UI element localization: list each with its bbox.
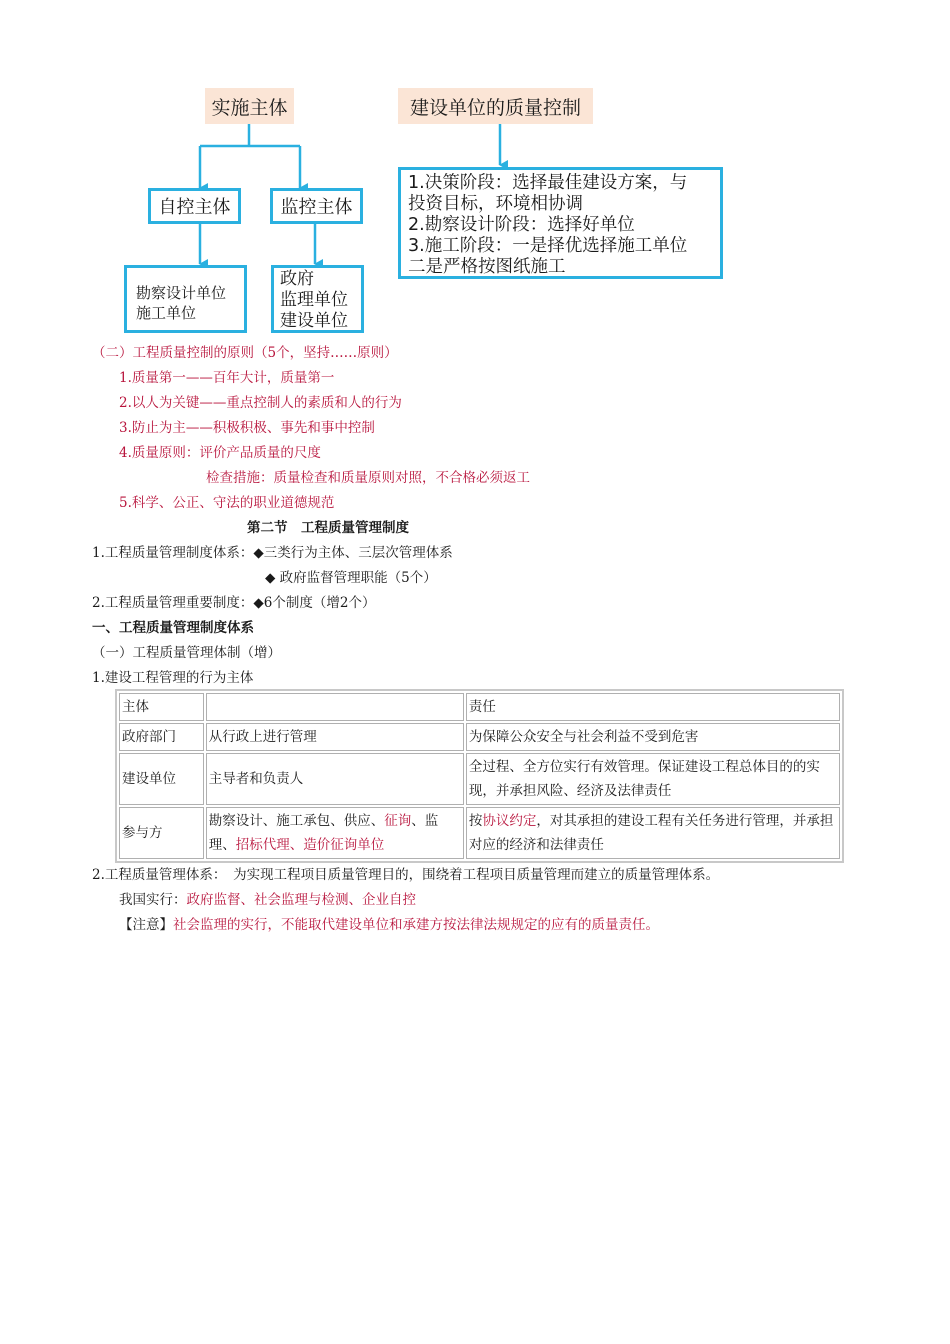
principles-heading: （二）工程质量控制的原则（5个，坚持……原则） xyxy=(92,345,398,361)
row-subject: 建设单位 xyxy=(119,753,204,805)
role-highlight: 招标代理、造价征询单位 xyxy=(235,837,385,853)
stage-line-5: 二是严格按图纸施工 xyxy=(408,257,566,277)
unit-supervisor: 监理单位 xyxy=(280,290,348,310)
self-control-units xyxy=(124,265,247,333)
quality-control-diagram xyxy=(0,0,950,340)
builder-stages-box xyxy=(398,167,723,279)
root-implementation-subject: 实施主体 xyxy=(205,88,294,124)
role-text: 勘察设计、施工承包、供应、 xyxy=(208,813,385,829)
role-text: 、监理、 xyxy=(208,813,439,853)
responsibility-table xyxy=(115,689,844,863)
implementation-line xyxy=(119,891,416,909)
table-row xyxy=(119,753,840,805)
principle-5: 5.科学、公正、守法的职业道德规范 xyxy=(119,495,335,511)
note-label: 【注意】 xyxy=(119,917,173,933)
header-subject: 主体 xyxy=(119,693,204,721)
table-row xyxy=(119,723,840,751)
subheading-actors: 1.建设工程管理的行为主体 xyxy=(92,670,254,686)
header-role xyxy=(206,693,464,721)
row-role xyxy=(206,807,464,859)
header-duty: 责任 xyxy=(466,693,840,721)
stage-line-2: 投资目标，环境相协调 xyxy=(408,194,583,214)
section-title: 第二节 工程质量管理制度 xyxy=(247,520,409,536)
subheading-mechanism: （一）工程质量管理体制（增） xyxy=(92,645,281,661)
principle-3: 3.防止为主——积极积极、事先和事中控制 xyxy=(119,420,375,436)
self-control-subject: 自控主体 xyxy=(148,188,241,224)
table-row xyxy=(119,807,840,859)
unit-government: 政府 xyxy=(280,269,314,289)
unit-builder: 建设单位 xyxy=(280,311,348,331)
duty-text: 按 xyxy=(468,813,483,829)
row-role: 主导者和负责人 xyxy=(206,753,464,805)
quality-system-definition: 2.工程质量管理体系： 为实现工程项目质量管理目的，围绕着工程项目质量管理而建立的质量管理体系。 xyxy=(92,867,720,883)
row-subject: 政府部门 xyxy=(119,723,204,751)
row-role: 从行政上进行管理 xyxy=(206,723,464,751)
note-line xyxy=(119,916,659,934)
system-line-2: 2.工程质量管理重要制度：◆6个制度（增2个） xyxy=(92,595,376,611)
principle-1: 1.质量第一——百年大计，质量第一 xyxy=(119,370,335,386)
row-duty: 全过程、全方位实行有效管理。保证建设工程总体目的的实现，并承担风险、经济及法律责任 xyxy=(466,753,840,805)
system-line-1b: ◆ 政府监督管理职能（5个） xyxy=(265,570,437,586)
row-duty: 为保障公众安全与社会利益不受到危害 xyxy=(466,723,840,751)
impl-value: 政府监督、社会监理与检测、企业自控 xyxy=(186,892,416,908)
supervision-units xyxy=(271,265,364,333)
table-header-row xyxy=(119,693,840,721)
builder-quality-control-title: 建设单位的质量控制 xyxy=(398,88,593,124)
supervision-subject: 监控主体 xyxy=(270,188,363,224)
stage-line-1: 1.决策阶段：选择最佳建设方案，与 xyxy=(408,173,688,193)
heading-system: 一、工程质量管理制度体系 xyxy=(92,620,254,636)
principle-4-check: 检查措施：质量检查和质量原则对照，不合格必须返工 xyxy=(206,470,530,486)
note-value: 社会监理的实行，不能取代建设单位和承建方按法律法规规定的应有的质量责任。 xyxy=(173,917,659,933)
row-subject: 参与方 xyxy=(119,807,204,859)
unit-survey-design: 勘察设计单位 xyxy=(136,284,227,302)
stage-line-3: 2.勘察设计阶段：选择好单位 xyxy=(408,215,635,235)
impl-label: 我国实行： xyxy=(119,892,187,908)
principle-2: 2.以人为关键——重点控制人的素质和人的行为 xyxy=(119,395,402,411)
duty-highlight: 协议约定 xyxy=(482,813,537,829)
system-line-1: 1.工程质量管理制度体系：◆三类行为主体、三层次管理体系 xyxy=(92,545,453,561)
row-duty xyxy=(466,807,840,859)
role-highlight: 征询 xyxy=(384,813,412,829)
principle-4: 4.质量原则：评价产品质量的尺度 xyxy=(119,445,321,461)
stage-line-4: 3.施工阶段：一是择优选择施工单位 xyxy=(408,236,688,256)
unit-construction: 施工单位 xyxy=(136,304,197,322)
duty-text: ，对其承担的建设工程有关任务进行管理，并承担对应的经济和法律责任 xyxy=(468,813,834,853)
